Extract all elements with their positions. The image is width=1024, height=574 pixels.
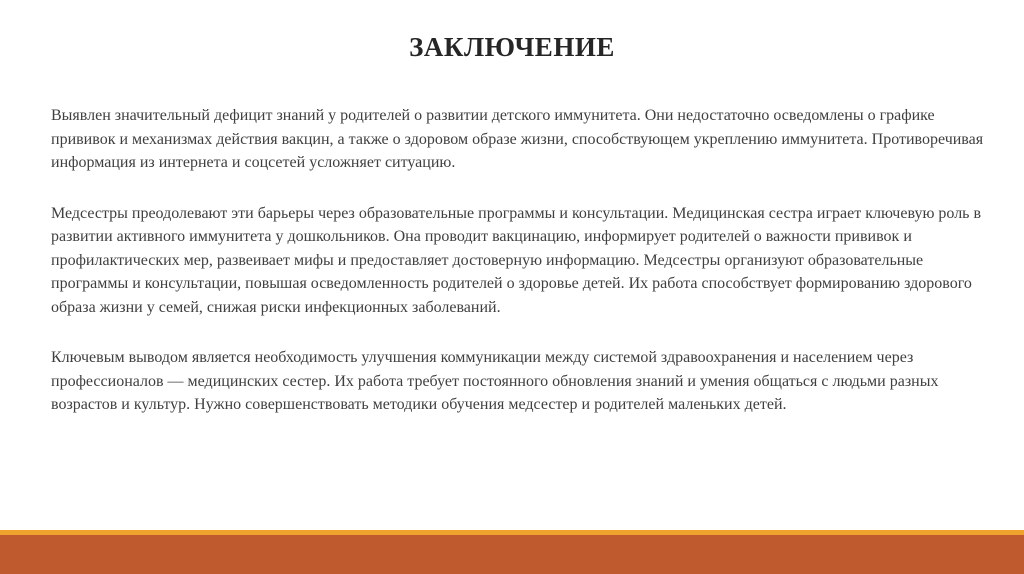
slide-body bbox=[51, 104, 986, 417]
footer-bar bbox=[0, 535, 1024, 574]
slide-title: ЗАКЛЮЧЕНИЕ bbox=[409, 32, 615, 62]
conclusion-paragraph-2: Медсестры преодолевают эти барьеры через образовательные программы и консультации. Медицинская сестра играет ключевую роль в развитии активного иммунитета у дошкольников. Она проводит вакцинацию, информирует родителей о важности прививок и профилактических мер, развеивает мифы и предоставляет достоверную информацию. Медсестры организуют образовательные программы и консультации, повышая осведомленность родителей о здоровье детей. Их работа способствует формированию здорового образа жизни у семей, снижая риски инфекционных заболеваний. bbox=[51, 204, 982, 316]
conclusion-paragraph-3: Ключевым выводом является необходимость улучшения коммуникации между системой здравоохранения и населением через профессионалов — медицинских сестер. Их работа требует постоянного обновления знаний и умения общаться с людьми разных возрастов и культур. Нужно совершенствовать методики обучения медсестер и родителей маленьких детей. bbox=[51, 349, 939, 413]
conclusion-paragraph-1: Выявлен значительный дефицит знаний у родителей о развитии детского иммунитета. Они недостаточно осведомлены о графике прививок и механизмах действия вакцин, а также о здоровом образе жизни, способствующем укреплению иммунитета. Противоречивая информация из интернета и соцсетей усложняет ситуацию. bbox=[51, 107, 984, 171]
